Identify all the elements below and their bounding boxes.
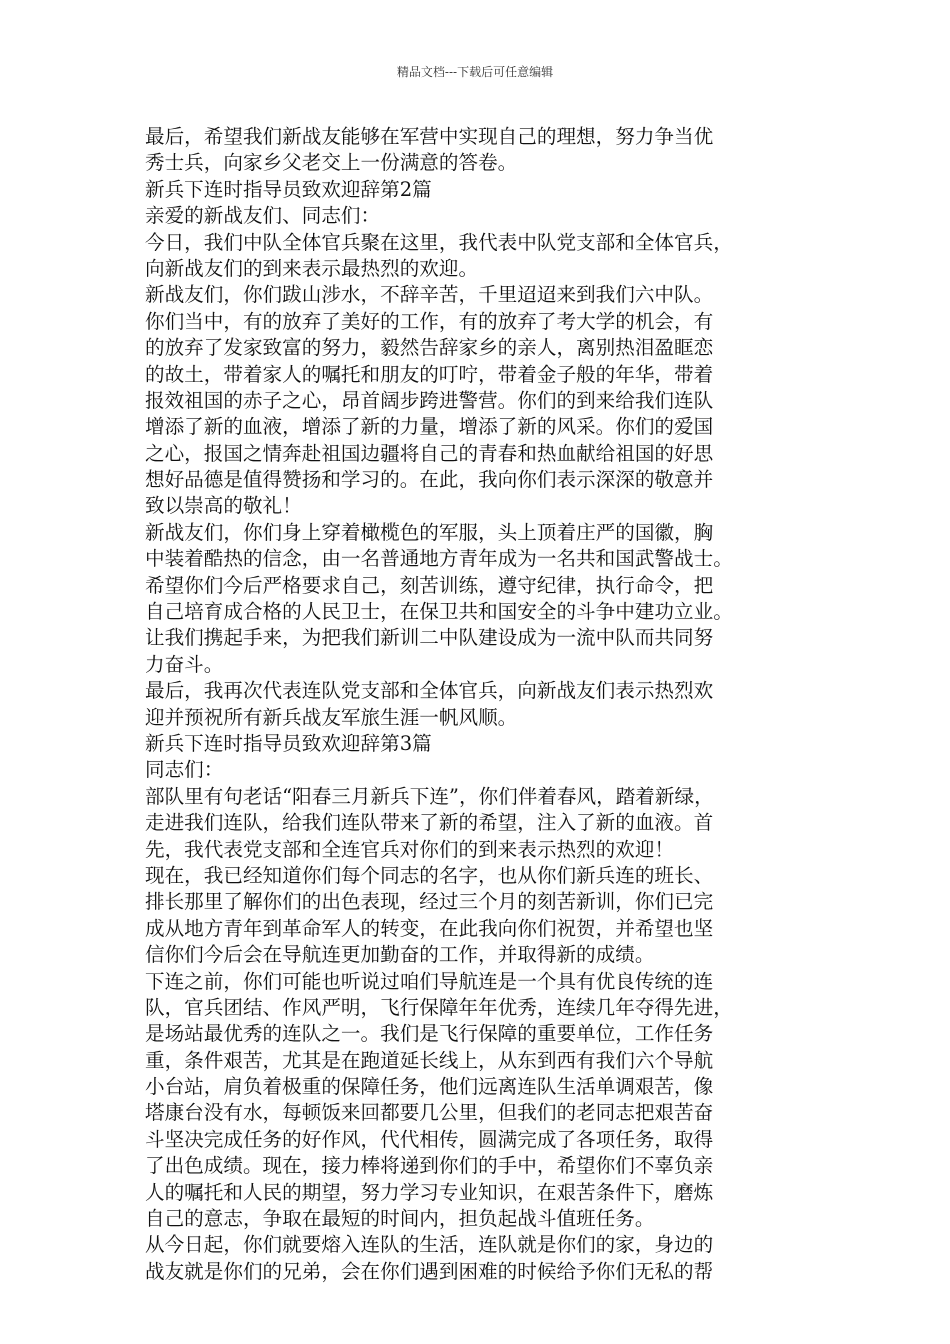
text-line: 中装着酷热的信念，由一名普通地方青年成为一名共和国武警战士。 (145, 547, 733, 571)
page-header: 精品文档---下载后可任意编辑 (396, 65, 554, 79)
text-line: 的故土，带着家人的嘱托和朋友的叮咛，带着金子般的年华，带着 (145, 362, 714, 386)
text-line: 自己的意志，争取在最短的时间内，担负起战斗值班任务。 (145, 1207, 655, 1231)
text-line: 信你们今后会在导航连更加勤奋的工作，并取得新的成绩。 (145, 943, 655, 967)
text-line: 队，官兵团结、作风严明，飞行保障年年优秀，连续几年夺得先进， (145, 995, 733, 1019)
text-line: 自己培育成合格的人民卫士，在保卫共和国安全的斗争中建功立业。 (145, 600, 733, 624)
text-line: 力奋斗。 (145, 652, 224, 676)
text-line: 排长那里了解你们的出色表现，经过三个月的刻苦新训，你们已完 (145, 890, 714, 914)
text-line: 人的嘱托和人民的期望，努力学习专业知识，在艰苦条件下，磨炼 (145, 1180, 714, 1204)
text-line: 新兵下连时指导员致欢迎辞第2篇 (145, 177, 432, 201)
text-line: 最后，我再次代表连队党支部和全体官兵，向新战友们表示热烈欢 (145, 679, 714, 703)
document-body (145, 124, 825, 1285)
text-line: 走进我们连队，给我们连队带来了新的希望，注入了新的血液。首 (145, 811, 714, 835)
text-line: 报效祖国的赤子之心，昂首阔步跨进警营。你们的到来给我们连队 (145, 388, 714, 412)
text-line: 下连之前，你们可能也听说过咱们导航连是一个具有优良传统的连 (145, 969, 714, 993)
text-line: 斗坚决完成任务的好作风，代代相传，圆满完成了各项任务，取得 (145, 1127, 714, 1151)
text-line: 是场站最优秀的连队之一。我们是飞行保障的重要单位，工作任务 (145, 1022, 714, 1046)
text-line: 之心，报国之情奔赴祖国边疆将自己的青春和热血献给祖国的好思 (145, 441, 714, 465)
text-line: 增添了新的血液，增添了新的力量，增添了新的风采。你们的爱国 (145, 415, 714, 439)
text-line: 亲爱的新战友们、同志们： (145, 204, 381, 228)
text-line: 的放弃了发家致富的努力，毅然告辞家乡的亲人，离别热泪盈眶恋 (145, 336, 714, 360)
text-line: 新兵下连时指导员致欢迎辞第3篇 (145, 731, 432, 755)
text-line: 成从地方青年到革命军人的转变，在此我向你们祝贺，并希望也坚 (145, 916, 714, 940)
text-line: 今日，我们中队全体官兵聚在这里，我代表中队党支部和全体官兵， (145, 230, 733, 254)
text-line: 向新战友们的到来表示最热烈的欢迎。 (145, 256, 479, 280)
text-line: 希望你们今后严格要求自己，刻苦训练，遵守纪律，执行命令，把 (145, 573, 714, 597)
text-line: 新战友们，你们跋山涉水，不辞辛苦，千里迢迢来到我们六中队。 (145, 283, 714, 307)
text-line: 迎并预祝所有新兵战友军旅生涯一帆风顺。 (145, 705, 518, 729)
text-line: 现在，我已经知道你们每个同志的名字，也从你们新兵连的班长、 (145, 863, 714, 887)
text-line: 秀士兵，向家乡父老交上一份满意的答卷。 (145, 151, 518, 175)
text-line: 部队里有句老话“阳春三月新兵下连”，你们伴着春风，踏着新绿， (145, 784, 714, 808)
text-line: 致以崇高的敬礼！ (145, 494, 302, 518)
text-line: 新战友们，你们身上穿着橄榄色的军服，头上顶着庄严的国徽，胸 (145, 520, 714, 544)
text-line: 最后，希望我们新战友能够在军营中实现自己的理想，努力争当优 (145, 125, 714, 148)
text-line: 从今日起，你们就要熔入连队的生活，连队就是你们的家，身边的 (145, 1233, 714, 1257)
text-line: 先，我代表党支部和全连官兵对你们的到来表示热烈的欢迎！ (145, 837, 675, 861)
text-line: 了出色成绩。现在，接力棒将递到你们的手中，希望你们不辜负亲 (145, 1154, 714, 1178)
text-line: 战友就是你们的兄弟，会在你们遇到困难的时候给予你们无私的帮 (145, 1259, 714, 1283)
text-line: 同志们： (145, 758, 224, 782)
text-line: 让我们携起手来，为把我们新训二中队建设成为一流中队而共同努 (145, 626, 714, 650)
text-line: 小台站，肩负着极重的保障任务，他们远离连队生活单调艰苦，像 (145, 1075, 714, 1099)
text-line: 想好品德是值得赞扬和学习的。在此，我向你们表示深深的敬意并 (145, 468, 714, 492)
text-line: 塔康台没有水，每顿饭来回都要几公里，但我们的老同志把艰苦奋 (145, 1101, 714, 1125)
text-line: 重，条件艰苦，尤其是在跑道延长线上，从东到西有我们六个导航 (145, 1048, 714, 1072)
text-line: 你们当中，有的放弃了美好的工作，有的放弃了考大学的机会，有 (145, 309, 714, 333)
